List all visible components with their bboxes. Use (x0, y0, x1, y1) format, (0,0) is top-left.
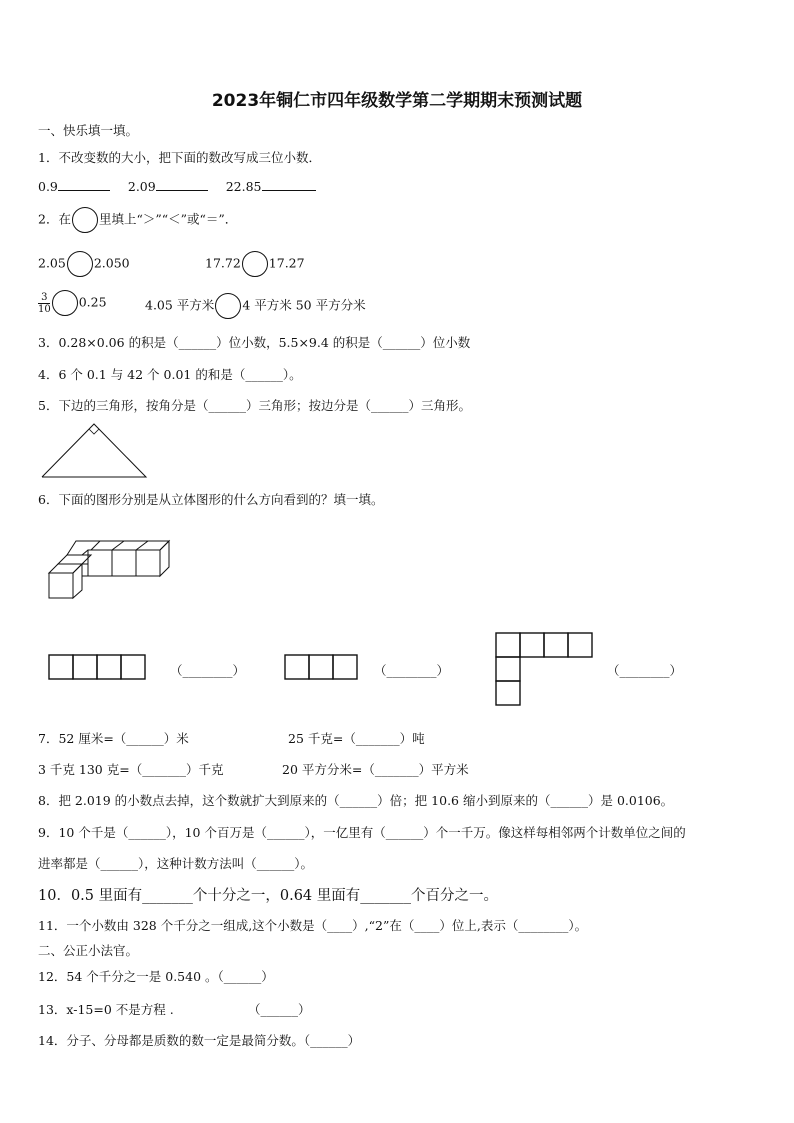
question-4: 4．6 个 0.1 与 42 个 0.01 的和是（______）。 (38, 367, 302, 382)
compare-circle-input[interactable] (52, 290, 78, 316)
q2-value: 4 平方米 50 平方分米 (242, 297, 366, 313)
compare-circle-input[interactable] (215, 293, 241, 319)
fraction-denominator: 10 (38, 303, 51, 315)
question-13: 13．x-15=0 不是方程 . (38, 1002, 174, 1017)
q2-suffix: 里填上“＞”“＜”或“＝”． (98, 211, 238, 227)
q2-row2-left (38, 290, 107, 316)
view-four-squares (48, 654, 148, 680)
question-12: 12．54 个千分之一是 0.540 。（______） (38, 969, 274, 984)
question-5: 5．下边的三角形，按角分是（______）三角形；按边分是（______）三角形。 (38, 398, 471, 413)
q1-blank-a[interactable] (58, 178, 110, 191)
q2-row1-right (205, 251, 305, 277)
q1-number-a: 0.9 (38, 179, 58, 194)
q2-row2-right (145, 293, 366, 319)
q1-blank-b[interactable] (156, 178, 208, 191)
question-11: 11．一个小数由 328 个千分之一组成,这个小数是（____）,“2”在（____）位上,表示（________）。 (38, 918, 588, 933)
q1-number-b: 2.09 (127, 179, 156, 194)
question-2 (38, 207, 237, 233)
compare-circle-input[interactable] (242, 251, 268, 277)
solid-figure-3d (48, 540, 173, 602)
q2-value: 17.27 (268, 255, 305, 271)
fraction-numerator: 3 (41, 291, 48, 303)
q2-value: 0.25 (78, 294, 107, 310)
question-10: 10．0.5 里面有_______个十分之一，0.64 里面有_______个百分之一。 (38, 888, 499, 904)
q2-value: 2.050 (93, 255, 130, 271)
q2-row1-left (38, 251, 130, 277)
compare-circle-input[interactable] (67, 251, 93, 277)
view-blank-3[interactable]: （________） (607, 663, 683, 678)
view-three-squares (284, 654, 360, 680)
q2-value: 4.05 平方米 (145, 297, 215, 313)
question-1-answers (38, 178, 316, 194)
q2-value: 17.72 (205, 255, 241, 271)
q1-number-c: 22.85 (225, 179, 262, 194)
compare-circle-icon (72, 207, 98, 233)
q2-value: 2.05 (38, 255, 66, 271)
view-l-shape (495, 632, 595, 708)
question-9-line2: 进率都是（______），这种计数方法叫（______）。 (38, 856, 314, 871)
section-heading-2: 二、公正小法官。 (38, 943, 139, 958)
section-heading-1: 一、快乐填一填。 (38, 123, 139, 138)
question-9-line1: 9．10 个千是（______），10 个百万是（______），一亿里有（______）个一千万。像这样每相邻两个计数单位之间的 (38, 825, 686, 840)
question-7d: 20 平方分米=（_______）平方米 (282, 762, 469, 777)
q1-blank-c[interactable] (262, 178, 316, 191)
question-7a: 7．52 厘米=（______）米 (38, 731, 189, 746)
question-1: 1．不改变数的大小，把下面的数改写成三位小数． (38, 150, 321, 165)
question-7b: 25 千克=（_______）吨 (288, 731, 425, 746)
question-13-blank[interactable]: （______） (248, 1002, 311, 1017)
question-8: 8．把 2.019 的小数点去掉，这个数就扩大到原来的（______）倍；把 10.6 缩小到原来的（______）是 0.0106。 (38, 793, 674, 808)
fraction (38, 292, 51, 315)
page-title: 2023年铜仁市四年级数学第二学期期末预测试题 (211, 91, 583, 111)
question-7c: 3 千克 130 克=（_______）千克 (38, 762, 224, 777)
question-14: 14．分子、分母都是质数的数一定是最简分数。（______） (38, 1033, 361, 1048)
view-blank-2[interactable]: （________） (374, 663, 450, 678)
triangle-figure (40, 422, 150, 480)
question-3: 3．0.28×0.06 的积是（______）位小数，5.5×9.4 的积是（______）位小数 (38, 335, 471, 350)
q2-prefix: 2．在 (38, 211, 71, 227)
question-6: 6．下面的图形分别是从立体图形的什么方向看到的？填一填。 (38, 492, 384, 507)
view-blank-1[interactable]: （________） (170, 663, 246, 678)
